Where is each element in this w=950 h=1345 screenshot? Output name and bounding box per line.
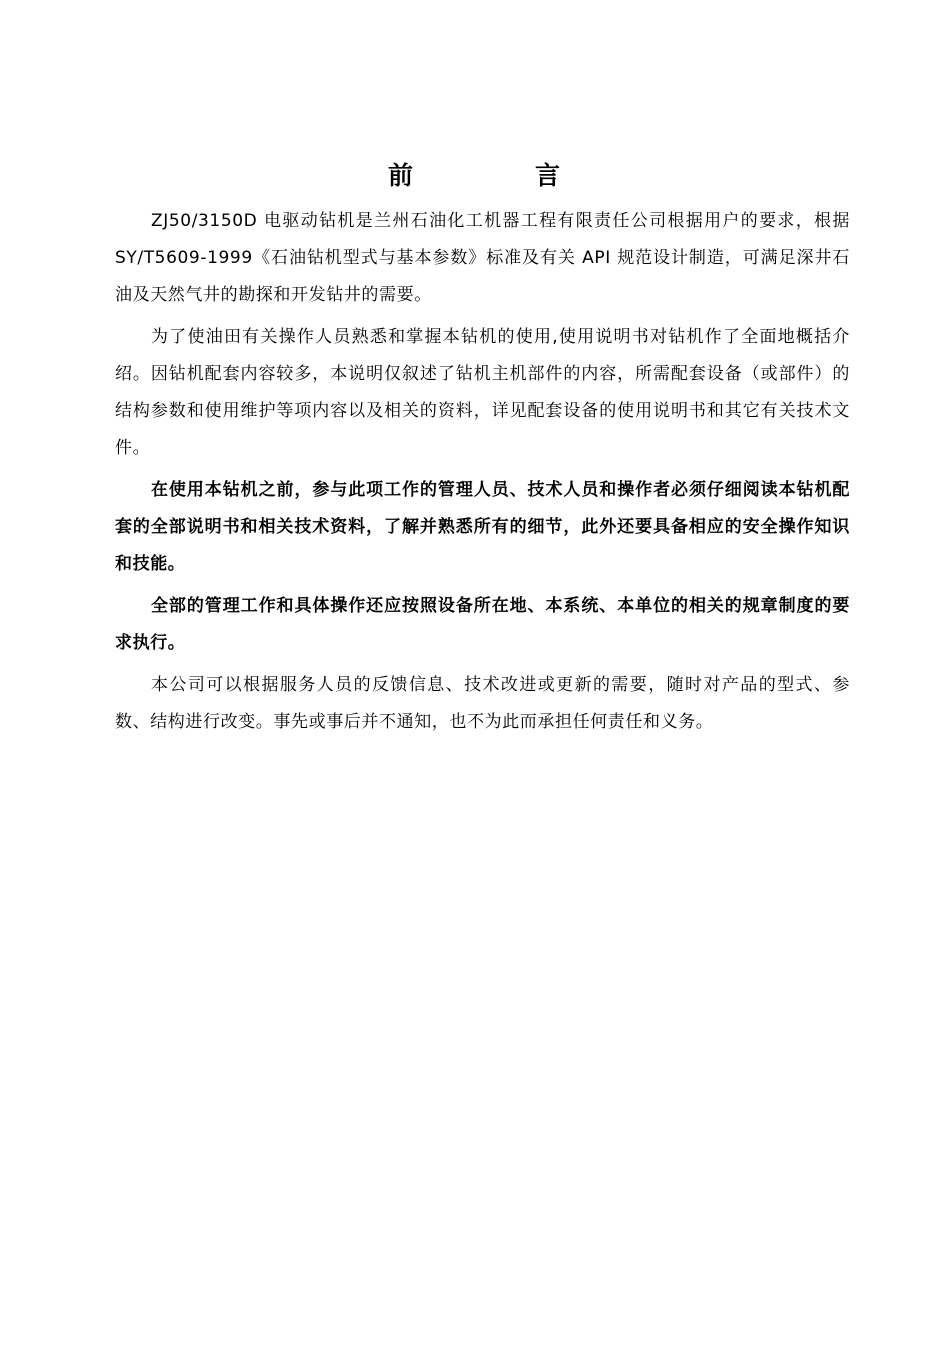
paragraph-intro: ZJ50/3150D 电驱动钻机是兰州石油化工机器工程有限责任公司根据用户的要求，根据 SY/T5609-1999《石油钻机型式与基本参数》标准及有关 API 规范设计制造，可满足深井石油及天然气井的勘探和开发钻井的需要。 xyxy=(115,211,850,305)
title-char-2: 言 xyxy=(535,161,563,190)
title-char-1: 前 xyxy=(387,161,415,190)
body-text xyxy=(115,203,850,746)
paragraph-scope: 为了使油田有关操作人员熟悉和掌握本钻机的使用,使用说明书对钻机作了全面地概括介绍。因钻机配套内容较多，本说明仅叙述了钻机主机部件的内容，所需配套设备（或部件）的结构参数和使用维护等项内容以及相关的资料，详见配套设备的使用说明书和其它有关技术文件。 xyxy=(115,327,850,458)
paragraph-disclaimer: 本公司可以根据服务人员的反馈信息、技术改进或更新的需要，随时对产品的型式、参数、结构进行改变。事先或事后并不通知，也不为此而承担任何责任和义务。 xyxy=(115,675,850,732)
paragraph-regulations: 全部的管理工作和具体操作还应按照设备所在地、本系统、本单位的相关的规章制度的要求执行。 xyxy=(115,596,850,653)
paragraph-safety-warning: 在使用本钻机之前，参与此项工作的管理人员、技术人员和操作者必须仔细阅读本钻机配套的全部说明书和相关技术资料，了解并熟悉所有的细节，此外还要具备相应的安全操作知识和技能。 xyxy=(115,480,850,574)
page-title xyxy=(0,158,950,194)
